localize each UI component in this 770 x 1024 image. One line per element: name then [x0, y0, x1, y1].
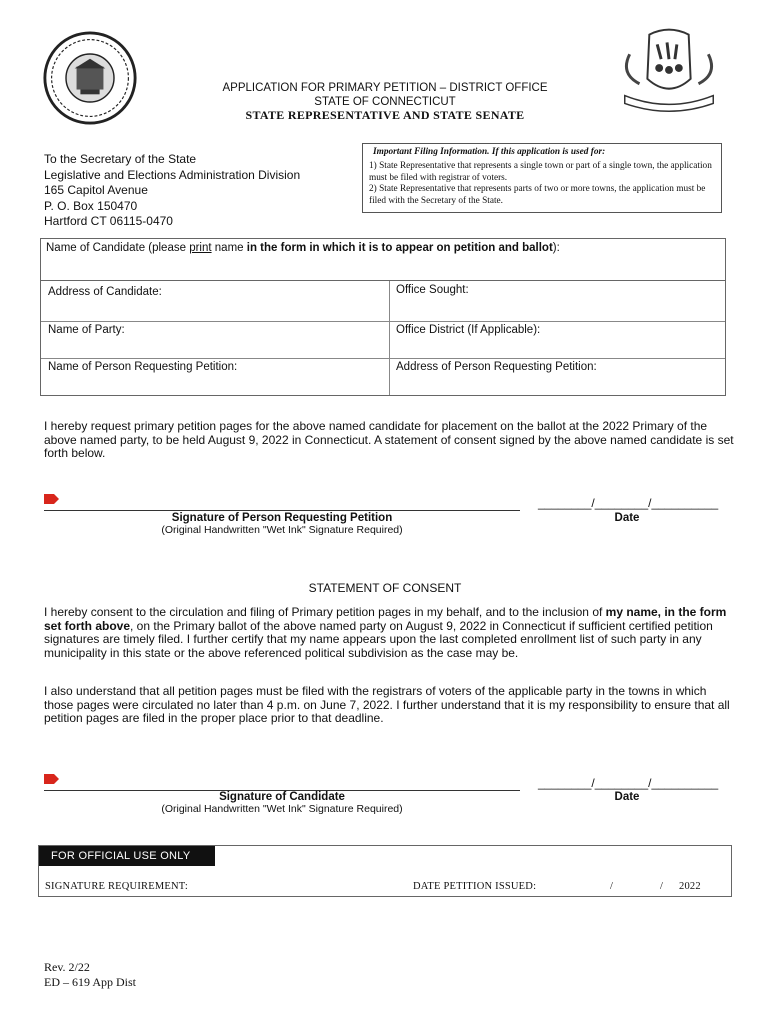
office-sought-field[interactable]	[391, 281, 725, 319]
address-line: P. O. Box 150470	[44, 198, 138, 213]
date-separator: /	[660, 881, 664, 892]
sign-here-arrow-icon	[44, 494, 59, 504]
date-separator: /	[610, 881, 614, 892]
candidate-form	[40, 238, 726, 396]
filing-information-box	[362, 143, 722, 213]
wet-ink-note: (Original Handwritten "Wet Ink" Signature Required)	[161, 803, 403, 815]
candidate-name-label-mid: name	[211, 242, 247, 254]
address-of-candidate-field[interactable]	[43, 283, 387, 321]
official-use-heading: FOR OFFICIAL USE ONLY	[39, 846, 215, 866]
issued-year: 2022	[679, 881, 701, 892]
address-of-requester-field[interactable]	[391, 358, 725, 395]
requester-signature-line[interactable]	[44, 510, 520, 511]
field-label: Address of Person Requesting Petition:	[396, 361, 597, 373]
date-label: Date	[614, 791, 640, 803]
state-name: STATE OF CONNECTICUT	[314, 96, 456, 108]
revision-date: Rev. 2/22	[44, 960, 90, 974]
field-label: Office Sought:	[396, 284, 469, 296]
requester-signature-label: Signature of Person Requesting Petition	[171, 512, 393, 524]
signature-requirement-label: SIGNATURE REQUIREMENT:	[45, 881, 188, 892]
address-line: Legislative and Elections Administration Division	[44, 167, 301, 182]
filing-info-title: Important Filing Information. If this application is used for:	[373, 147, 606, 157]
office-type-heading: STATE REPRESENTATIVE AND STATE SENATE	[245, 108, 525, 122]
name-of-party-field[interactable]	[43, 321, 387, 358]
wet-ink-note: (Original Handwritten "Wet Ink" Signature Required)	[161, 524, 403, 536]
address-line: 165 Capitol Avenue	[44, 183, 148, 197]
consent-heading: STATEMENT OF CONSENT	[308, 581, 462, 595]
candidate-signature-label: Signature of Candidate	[219, 791, 345, 803]
consent-paragraph	[44, 606, 734, 660]
field-label: Name of Party:	[48, 324, 125, 336]
address-line: Hartford CT 06115-0470	[44, 214, 173, 228]
candidate-name-label: Name of Candidate (please	[46, 242, 190, 254]
official-use-box	[38, 845, 732, 897]
print-word: print	[189, 242, 212, 254]
consent-text: I hereby consent to the circulation and filing of Primary petition pages in my behalf, and to the inclusion of	[44, 605, 606, 619]
office-district-field[interactable]	[391, 321, 725, 358]
form-footer	[44, 960, 136, 990]
consent-emphasis: my name, in the form set forth above	[44, 605, 727, 633]
mailing-address	[44, 152, 300, 230]
form-number: ED – 619 App Dist	[44, 975, 137, 989]
candidate-date-field[interactable]: ________/________/__________	[538, 776, 719, 790]
divider	[389, 281, 390, 395]
request-paragraph: I hereby request primary petition pages for the above named candidate for placement on the ballot at the 2022 Primary of the above named party, to be held August 9, 2022 in Connecticut. A statement of consent signed by the above named candidate is set forth below.	[44, 419, 734, 460]
candidate-name-instruction: in the form in which it is to appear on petition and ballot	[246, 242, 553, 254]
candidate-name-field[interactable]	[41, 239, 725, 281]
address-line: To the Secretary of the State	[44, 152, 197, 166]
deadline-paragraph: I also understand that all petition pages must be filed with the registrars of voters of the applicable party in the towns in which those pages were circulated no later than 4 p.m. on June 7, 2022. I further understand that it is my responsibility to ensure that all petition pages are filed in the proper place prior to that deadline.	[44, 684, 730, 725]
filing-info-item: 1) State Representative that represents a single town or part of a single town, the application must be filed with registrar of voters.	[369, 160, 712, 183]
date-label: Date	[614, 512, 640, 524]
filing-info-item: 2) State Representative that represents parts of two or more towns, the application must be filed with the Secretary of the State.	[369, 184, 706, 207]
field-label: Address of Candidate:	[48, 286, 162, 298]
sign-here-arrow-icon	[44, 774, 59, 784]
consent-text: , on the Primary ballot of the above named party on August 9, 2022 in Connecticut if sufficient certified petition signatures are timely filed. I further certify that my name appears upon the last completed enrollment list of such party in any municipality in this state or the above referenced political subdivision as the case may be.	[44, 618, 713, 660]
form-title: APPLICATION FOR PRIMARY PETITION – DISTRICT OFFICE	[222, 82, 548, 94]
field-label: Office District (If Applicable):	[396, 324, 541, 336]
date-issued-label: DATE PETITION ISSUED:	[413, 881, 537, 892]
name-of-requester-field[interactable]	[43, 358, 387, 395]
field-label: Name of Person Requesting Petition:	[48, 361, 238, 373]
candidate-name-label-end: ):	[552, 242, 560, 254]
requester-date-field[interactable]: ________/________/__________	[538, 496, 719, 510]
